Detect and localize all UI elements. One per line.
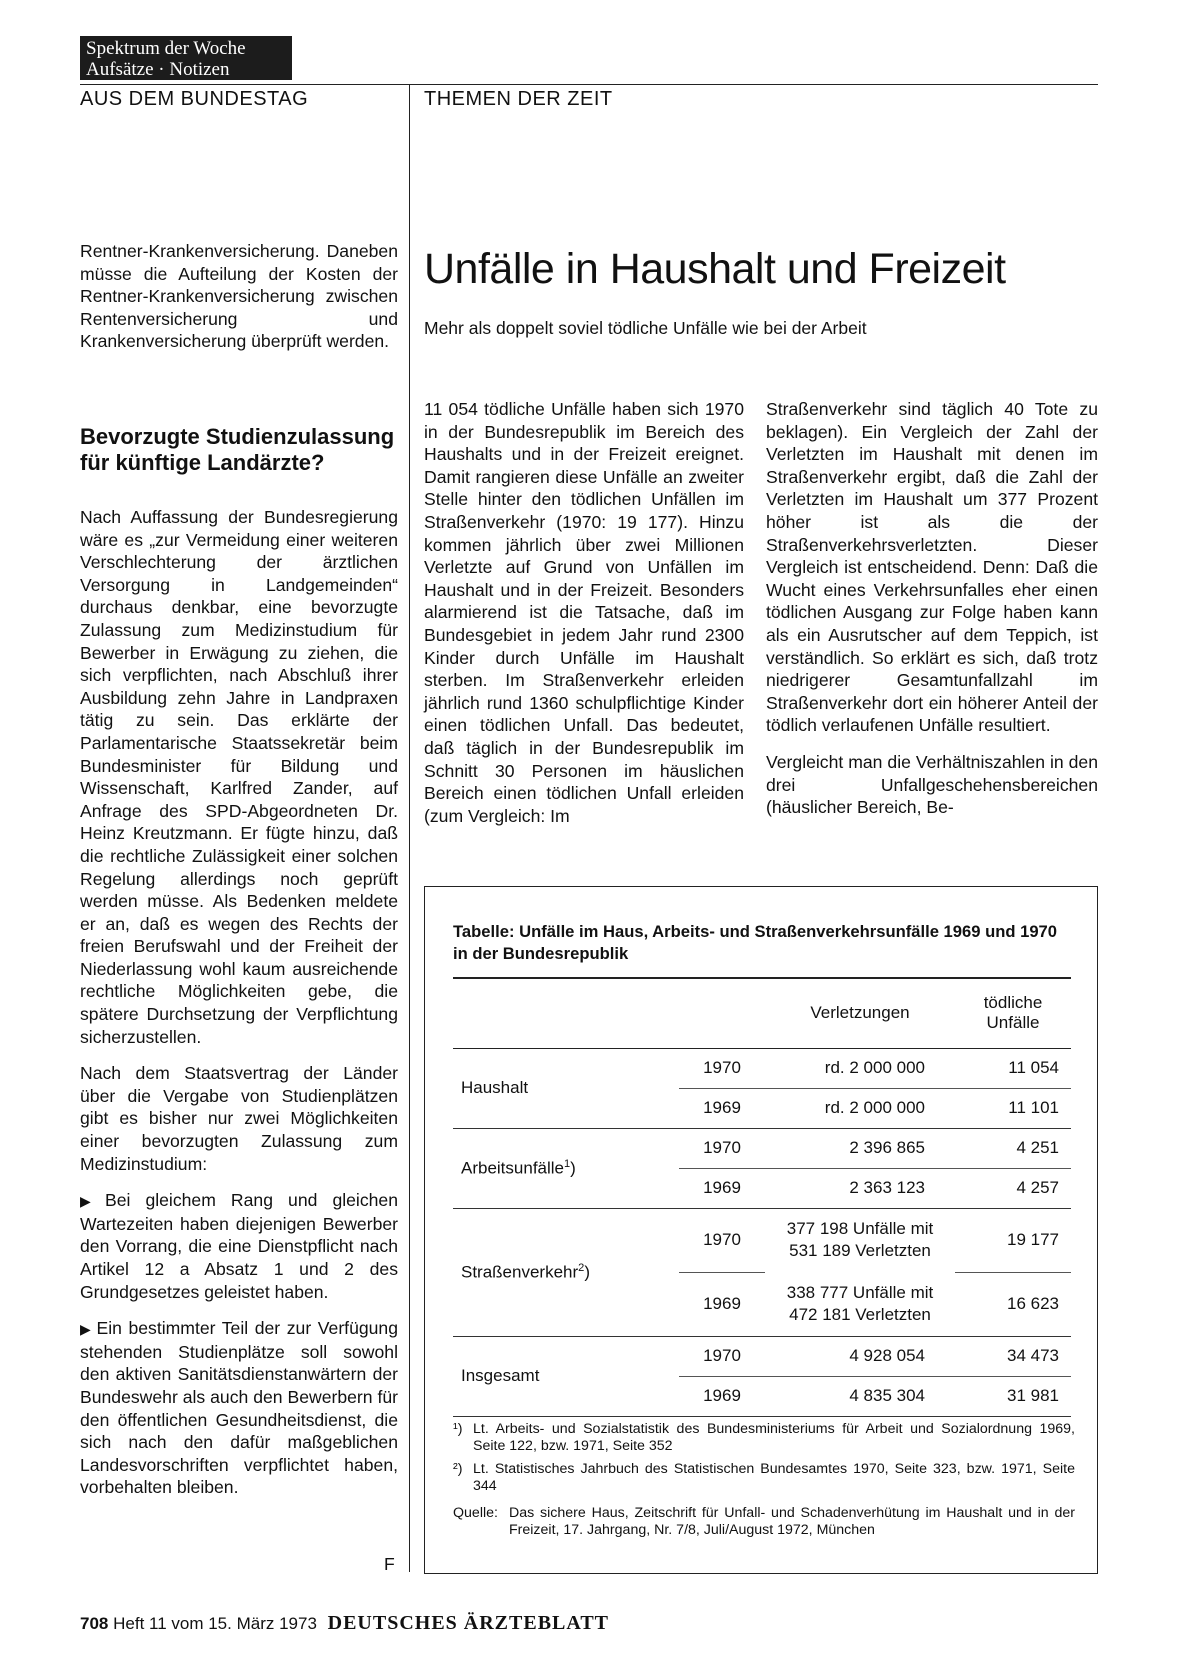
left-intro: Rentner-Krankenversicherung. Daneben müsse die Aufteilung der Kosten der Rentner-Krankenversicherung zwischen Rentenversicherung und Krankenversicherung überprüft werden.	[80, 241, 398, 352]
article-title: Unfälle in Haushalt und Freizeit	[424, 245, 1006, 293]
cell-deaths: 34 473	[955, 1336, 1071, 1376]
cell-year: 1970	[679, 1208, 765, 1272]
row-label: Arbeitsunfälle$^1$)	[461, 1157, 576, 1178]
cell-injuries: 338 777 Unfälle mit 472 181 Verletzten	[786, 1282, 934, 1324]
table-footnotes	[453, 1421, 1075, 1539]
row-label: Straßenverkehr$^2$)	[461, 1261, 590, 1282]
article-paragraph-1: 11 054 tödliche Unfälle haben sich 1970 in der Bundesrepublik im Bereich des Haushalts und in der Freizeit ereignet. Damit rangieren diese Unfälle an zweiter Stelle hinter den tödlichen Unfällen im Straßenverkehr (1970: 19 177). Hinzu kommen jährlich über zwei Millionen Verletzte auf Grund von Unfällen im Haushalt und in der Freizeit. Besonders alarmierend ist die Tatsache, daß im Bundesgebiet in jedem Jahr rund 2300 Kinder durch Unfälle im Haushalt sterben. Im Straßenverkehr erleiden jährlich rund 1360 schulpflichtige Kinder einen tödlichen Unfall. Das bedeutet, daß täglich in der Bundesrepublik im Schnitt 30 Personen im häuslichen Bereich einen tödlichen Unfall erleiden (zum Vergleich: Im	[424, 399, 744, 826]
table-row	[453, 1048, 1071, 1088]
bullet-item-1	[80, 1189, 398, 1303]
triangle-bullet-icon: ▶	[80, 1193, 101, 1210]
issue-info: Heft 11 vom 15. März 1973	[113, 1614, 317, 1633]
left-column	[80, 240, 398, 367]
accident-table-box	[424, 886, 1098, 1574]
cell-year: 1970	[679, 1048, 765, 1088]
group-haushalt	[453, 1048, 1071, 1128]
footnote-1: ¹) Lt. Arbeits- und Sozialstatistik des Bundesministeriums für Arbeit und Sozialordnung 1969, Seite 122, bzw. 1971, Seite 352	[453, 1421, 1075, 1454]
page-number: 708	[80, 1614, 109, 1633]
footnote-2: ²) Lt. Statistisches Jahrbuch des Statistischen Bundesamtes 1970, Seite 323, bzw. 1971, Seite 344	[453, 1461, 1075, 1494]
left-paragraph-2: Nach dem Staatsvertrag der Länder über die Vergabe von Studienplätzen gibt es bisher nur zwei Möglichkeiten einer bevorzugten Zulassung zum Medizinstudium:	[80, 1063, 398, 1174]
article-column-2	[766, 398, 1098, 833]
cell-year: 1970	[679, 1128, 765, 1168]
table-row	[453, 1128, 1071, 1168]
accident-table	[453, 977, 1071, 1417]
article-column-1	[424, 398, 744, 841]
cell-injuries: 2 363 123	[849, 1178, 925, 1197]
cell-deaths: 11 054	[955, 1048, 1071, 1088]
cell-deaths: 19 177	[955, 1208, 1071, 1272]
cell-injuries: 2 396 865	[765, 1128, 955, 1168]
cell-year: 1969	[703, 1178, 741, 1197]
table-source: Quelle: Das sichere Haus, Zeitschrift für Unfall- und Schadenverhütung im Haushalt und in der Freizeit, 17. Jahrgang, Nr. 7/8, Juli/August 1972, München	[453, 1505, 1075, 1538]
header-injuries: Verletzungen	[810, 1003, 910, 1023]
group-insgesamt	[453, 1336, 1071, 1416]
left-body	[80, 506, 398, 1499]
cell-year: 1969	[703, 1294, 741, 1313]
header-rule	[80, 84, 1098, 85]
row-label: Insgesamt	[461, 1366, 540, 1385]
header-deaths: tödliche Unfälle	[983, 993, 1043, 1033]
triangle-bullet-icon: ▶	[80, 1321, 93, 1338]
article-paragraph-3: Vergleicht man die Verhältniszahlen in den drei Unfallgeschehensbereichen (häuslicher Bereich, Be-	[766, 751, 1098, 818]
group-arbeitsunfaelle	[453, 1128, 1071, 1208]
page-footer	[80, 1612, 609, 1635]
section-badge	[80, 36, 292, 80]
cell-injuries: 4 928 054	[765, 1336, 955, 1376]
left-paragraph-1: Nach Auffassung der Bundesregierung wäre es „zur Vermeidung einer weiteren Verschlechterung der ärztlichen Versorgung in Landgemeinden“ durchaus denkbar, eine bevorzugte Zulassung zum Medizinstudium für Bewerber in Erwägung zu ziehen, die sich verpflichten, nach Abschluß ihrer Ausbildung zehn Jahre in Landpraxen tätig zu sein. Das erklärte der Parlamentarische Staatssekretär beim Bundesminister für Bildung und Wissenschaft, Karlfred Zander, auf Anfrage des SPD-Abgeordneten Dr. Heinz Kreutzmann. Er fügte hinzu, daß die rechtliche Zulässigkeit einer solchen Regelung allerdings noch geprüft werden müsse. Als Bedenken meldete er an, daß es wegen des Rechts der freien Berufswahl und der Freiheit der Niederlassung wohl kaum ausreichende rechtliche Möglichkeiten gebe, die spätere Durchsetzung der Verpflichtung sicherzustellen.	[80, 507, 398, 1047]
cell-deaths: 16 623	[1007, 1294, 1059, 1313]
table-header-row	[453, 978, 1071, 1048]
cell-year: 1969	[703, 1098, 741, 1117]
table-row	[453, 1208, 1071, 1272]
article-paragraph-2: Straßenverkehr sind täglich 40 Tote zu beklagen). Ein Vergleich der Zahl der Verletzten im Haushalt mit denen im Straßenverkehr ergibt, daß die Zahl der Verletzten im Haushalt um 377 Prozent höher ist als die der Straßenverkehrsverletzten. Dieser Vergleich ist entscheidend. Denn: Daß die Wucht eines Verkehrsunfalles eher einen tödlichen Ausgang zur Folge haben kann als ein Ausrutscher auf dem Teppich, ist verständlich. So erklärt es sich, daß trotz niedrigerer Gesamtunfallzahl im Straßenverkehr dort ein höherer Anteil der tödlich verlaufenen Unfälle resultiert.	[766, 399, 1098, 736]
cell-injuries: rd. 2 000 000	[765, 1048, 955, 1088]
group-strassenverkehr	[453, 1208, 1071, 1336]
cell-deaths: 4 251	[955, 1128, 1071, 1168]
section-label-right: THEMEN DER ZEIT	[424, 88, 613, 110]
badge-line-1: Spektrum der Woche	[86, 38, 246, 59]
table-caption: Tabelle: Unfälle im Haus, Arbeits- und Straßenverkehrsunfälle 1969 und 1970 in der Bundesrepublik	[453, 922, 1058, 963]
cell-deaths: 31 981	[1007, 1386, 1059, 1405]
cell-year: 1970	[679, 1336, 765, 1376]
cell-injuries: 4 835 304	[849, 1386, 925, 1405]
article-subtitle: Mehr als doppelt soviel tödliche Unfälle wie bei der Arbeit	[424, 318, 867, 338]
cell-deaths: 11 101	[1008, 1098, 1059, 1117]
cell-injuries: 377 198 Unfälle mit 531 189 Verletzten	[786, 1219, 934, 1261]
cell-deaths: 4 257	[1016, 1178, 1059, 1197]
row-label: Haushalt	[461, 1078, 529, 1097]
badge-line-2: Aufsätze · Notizen	[86, 59, 230, 80]
cell-injuries: rd. 2 000 000	[824, 1098, 925, 1117]
left-heading: Bevorzugte Studienzulassung für künftige Landärzte?	[80, 424, 395, 475]
column-divider	[409, 84, 410, 1572]
table-row	[453, 1336, 1071, 1376]
bullet-item-2	[80, 1317, 398, 1499]
bullet-text-2: Ein bestimmter Teil der zur Verfügung stehenden Studienplätze soll sowohl den aktiven Sanitätsdienstanwärtern der Bundeswehr als auch den Bewerbern für den öffentlichen Gesundheitsdienst, die sich nach den dafür maßgeblichen Landesvorschriften verpflichtet haben, vorbehalten bleiben.	[80, 1318, 398, 1498]
bullet-text-1: Bei gleichem Rang und gleichen Wartezeiten haben diejenigen Bewerber den Vorrang, die eine Dienstpflicht nach Artikel 12 a Absatz 1 und 2 des Grundgesetzes geleistet haben.	[80, 1190, 398, 1302]
section-label-left: AUS DEM BUNDESTAG	[80, 88, 309, 110]
cell-year: 1969	[703, 1386, 741, 1405]
magazine-name: DEUTSCHES ÄRZTEBLATT	[327, 1612, 610, 1634]
author-sign: F	[384, 1554, 395, 1574]
